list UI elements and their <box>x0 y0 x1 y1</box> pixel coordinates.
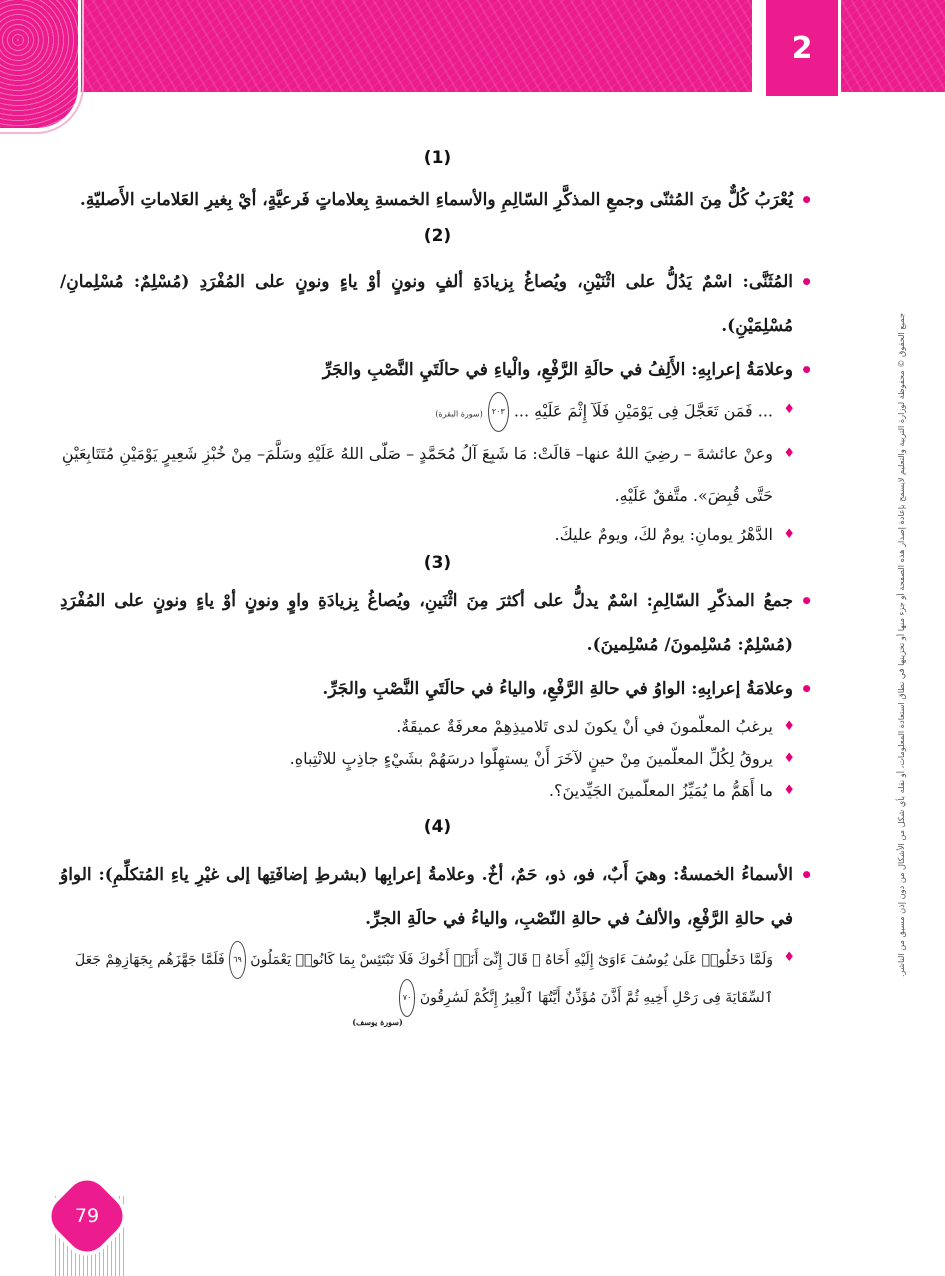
dual-definition: • المُثَنَّى: اسْمٌ يَدُلُّ على اثْنَيْنِ، ويُصاغُ بِزيادَةِ ألفٍ ونونٍ أوْ ياءٍ ونونٍ على المُفْرَدِ (مُسْلِمٌ: مُسْلِمانِ/ مُسْلِمَيْنِ). <box>60 260 815 348</box>
unit-number: 2 <box>791 30 813 66</box>
example-quran-yusuf <box>60 941 815 1017</box>
section-label-2: (2) <box>423 226 452 246</box>
surah-citation-yusuf: (سورة يوسف) <box>352 1016 403 1027</box>
ayah-marker-69: ٦٩ <box>229 941 246 979</box>
rule-paragraph: • يُعْرَبُ كُلٌّ مِنَ المُثنّى وجمعِ المذكَّرِ السّالِمِ والأسماءِ الخمسةِ بِعلاماتٍ فَرعيَّةٍ، أيْ بِغيرِ العَلاماتِ الأَصليّةِ. <box>60 178 815 222</box>
section-label-1: (1) <box>423 148 452 168</box>
plural-definition: • جمعُ المذكّرِ السّالِمِ: اسْمٌ يدلُّ على أكثرَ مِنَ اثْنَينِ، ويُصاغُ بِزيادَةِ واوٍ ونونٍ أوْ ياءٍ ونونٍ على المُفْرَدِ (مُسْلِمٌ: مُسْلِمونَ/ مُسْلِمينَ). <box>60 579 815 667</box>
copyright-text: جميع الحقوق © محفوظة لوزارة التربية والتعليم لايسمح بإعادة إصدار هذه الصفحة أو جزء منها أو تخزينها في نطاق استعادة المعلومات، أو نقله بأي شكل من الأشكال من دون إذن مسبق من الناشر. <box>896 312 906 978</box>
ayah-marker: ٢٠٣ <box>488 392 509 432</box>
example-proverb: ♦ الدَّهْرُ يومانِ: يومٌ لكَ، ويومٌ عليكَ. <box>60 517 815 553</box>
five-nouns-rule: • الأسماءُ الخمسةُ: وهيَ أَبٌ، فو، ذو، حَمٌ، أخٌ. وعلامةُ إعرابِها (بشرطِ إضافَتِها إلى غيْرِ ياءِ المُتكلِّمِ): الواوُ في حالةِ الرَّفْعِ، والألفُ في حالةِ النّصْبِ، والياءُ في حالَةِ الجرِّ. <box>60 853 815 941</box>
plural-inflection: • وعلامَةُ إعرابِهِ: الواوُ في حالةِ الرَّفْعِ، والياءُ في حالَتَيِ النَّصْبِ والجَرِّ. <box>60 667 815 711</box>
section-label-3: (3) <box>423 552 452 573</box>
copyright-note <box>895 300 907 990</box>
verse-69: وَلَمَّا دَخَلُوا۟ عَلَىٰ يُوسُفَ ءَاوَىٰٓ إِلَيْهِ أَخَاهُ ۖ قَالَ إِنِّىٓ أَنَا۠ أَخُوكَ فَلَا تَبْتَئِسْ بِمَا كَانُوا۟ يَعْمَلُونَ <box>250 951 773 968</box>
verse-text: ... فَمَن تَعَجَّلَ فِى يَوْمَيْنِ فَلَآ إِثْمَ عَلَيْهِ ... <box>513 401 773 421</box>
example-quran-baqara <box>60 392 815 433</box>
section-label-4: (4) <box>423 816 452 837</box>
corner-decoration <box>0 0 81 131</box>
unit-badge <box>766 0 841 96</box>
example-plural-3: ♦ ما أَهَمُّ ما يُمَيِّزُ المعلّمينَ الجَيِّدينَ؟. <box>60 775 815 807</box>
ayah-marker-70: ٧٠ <box>399 979 416 1017</box>
example-hadith: ♦ وعنْ عائشةَ – رضِيَ اللهُ عنها– قالَتْ: مَا شَبِعَ آلُ مُحَمَّدٍ – صَلّى اللهُ عَلَيْهِ وسَلَّمَ– مِنْ خُبْزِ شَعِيرٍ يَوْمَيْنِ مُتَتَابِعَيْنِ حَتَّى قُبِضَ». متَّفقٌ عَلَيْهِ. <box>60 433 815 517</box>
page-content <box>60 148 815 1027</box>
example-plural-2: ♦ يروقُ لِكُلِّ المعلّمينَ مِنْ حينٍ لآخَرَ أَنْ يستهِلّوا درسَهُمْ بشَيْءٍ جاذِبٍ للانْتِباهِ. <box>60 743 815 775</box>
example-plural-1: ♦ يرغبُ المعلّمونَ في أنْ يكونَ لدى تَلاميذِهِمْ معرفَةٌ عميقَةٌ. <box>60 711 815 743</box>
verse-70: فَلَمَّا جَهَّزَهُم بِجَهَازِهِمْ جَعَلَ ٱلسِّقَايَةَ فِى رَحْلِ أَخِيهِ ثُمَّ أَذَّنَ مُؤَذِّنٌ أَيَّتُهَا ٱلْعِيرُ إِنَّكُمْ لَسَٰرِقُونَ <box>75 951 773 1006</box>
page-number: 79 <box>74 1205 100 1227</box>
header-divider <box>752 0 766 100</box>
dual-inflection: • وعلامَةُ إعرابِهِ: الأَلِفُ في حالَةِ الرَّفْعِ، والْياءِ في حالَتَيِ النَّصْبِ والجَرِّ <box>60 348 815 392</box>
surah-citation: (سورة البقرة) <box>435 409 483 419</box>
